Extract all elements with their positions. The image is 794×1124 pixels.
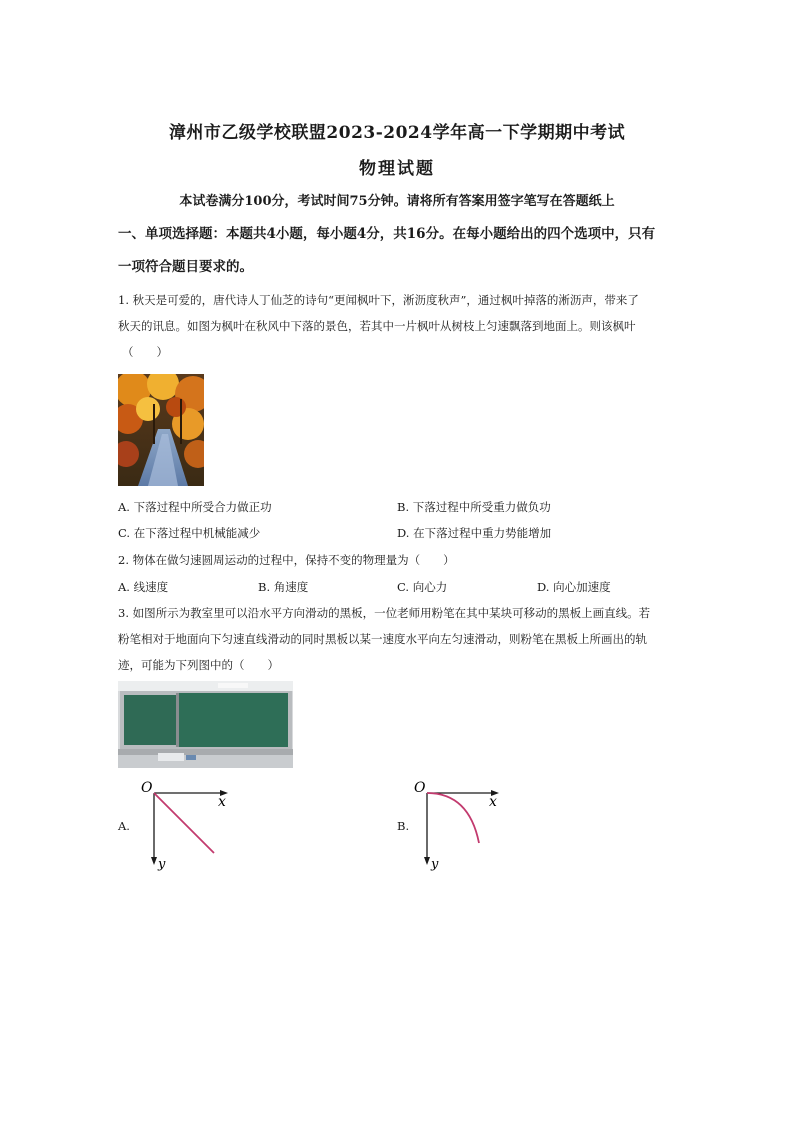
blackboard-photo	[118, 681, 293, 768]
option-b-y-axis-label: y	[431, 857, 439, 872]
option-b-origin: O	[414, 780, 426, 796]
section-heading-line-2: 一项符合题目要求的。	[118, 259, 253, 275]
question-2-option-c[interactable]: C. 向心力	[397, 580, 448, 594]
question-2-option-a[interactable]: A. 线速度	[118, 580, 169, 594]
question-1-stem	[118, 287, 684, 365]
section-heading	[118, 218, 684, 284]
question-1-line-2: 秋天的讯息。如图为枫叶在秋风中下落的景色，若其中一片枫叶从树枝上匀速飘落到地面上。则该枫叶	[118, 319, 636, 333]
exam-subtitle: 物理试题	[359, 159, 435, 179]
question-1-option-b[interactable]: B. 下落过程中所受重力做负功	[397, 500, 551, 514]
option-a-origin: O	[141, 780, 153, 796]
question-3-stem	[118, 600, 684, 678]
question-1-option-a[interactable]: A. 下落过程中所受合力做正功	[118, 500, 272, 514]
option-b-x-axis-label: x	[489, 794, 497, 810]
question-1-answer-bracket: （ ）	[122, 345, 168, 359]
option-b-graph[interactable]	[397, 778, 517, 873]
question-1-line-1: 1. 秋天是可爱的，唐代诗人丁仙芝的诗句“更闻枫叶下，淅沥度秋声”，通过枫叶掉落的淅沥声，带来了	[118, 293, 639, 307]
option-a-x-axis-label: x	[218, 794, 226, 810]
question-3-line-1: 3. 如图所示为教室里可以沿水平方向滑动的黑板，一位老师用粉笔在其中某块可移动的黑板上画直线。若	[118, 606, 651, 620]
question-2-stem: 2. 物体在做匀速圆周运动的过程中，保持不变的物理量为（ ）	[118, 553, 455, 567]
autumn-leaves-photo	[118, 374, 204, 486]
option-b-label: B.	[397, 819, 410, 833]
option-a-label: A.	[118, 819, 130, 833]
option-a-graph[interactable]	[118, 778, 238, 873]
question-1-option-d[interactable]: D. 在下落过程中重力势能增加	[397, 526, 552, 540]
question-2-option-d[interactable]: D. 向心加速度	[537, 580, 611, 594]
exam-notice: 本试卷满分100分，考试时间75分钟。请将所有答案用签字笔写在答题纸上	[179, 194, 615, 209]
question-2-option-b[interactable]: B. 角速度	[258, 580, 309, 594]
question-1-option-c[interactable]: C. 在下落过程中机械能减少	[118, 526, 261, 540]
option-a-y-axis-label: y	[158, 857, 166, 872]
question-3-line-3: 迹，可能为下列图中的（ ）	[118, 658, 279, 672]
exam-title: 漳州市乙级学校联盟2023-2024学年高一下学期期中考试	[168, 123, 626, 143]
question-3-line-2: 粉笔相对于地面向下匀速直线滑动的同时黑板以某一速度水平向左匀速滑动，则粉笔在黑板上所画出的轨	[118, 632, 647, 646]
section-heading-line-1: 一、单项选择题：本题共4小题，每小题4分，共16分。在每小题给出的四个选项中，只有	[118, 226, 656, 242]
